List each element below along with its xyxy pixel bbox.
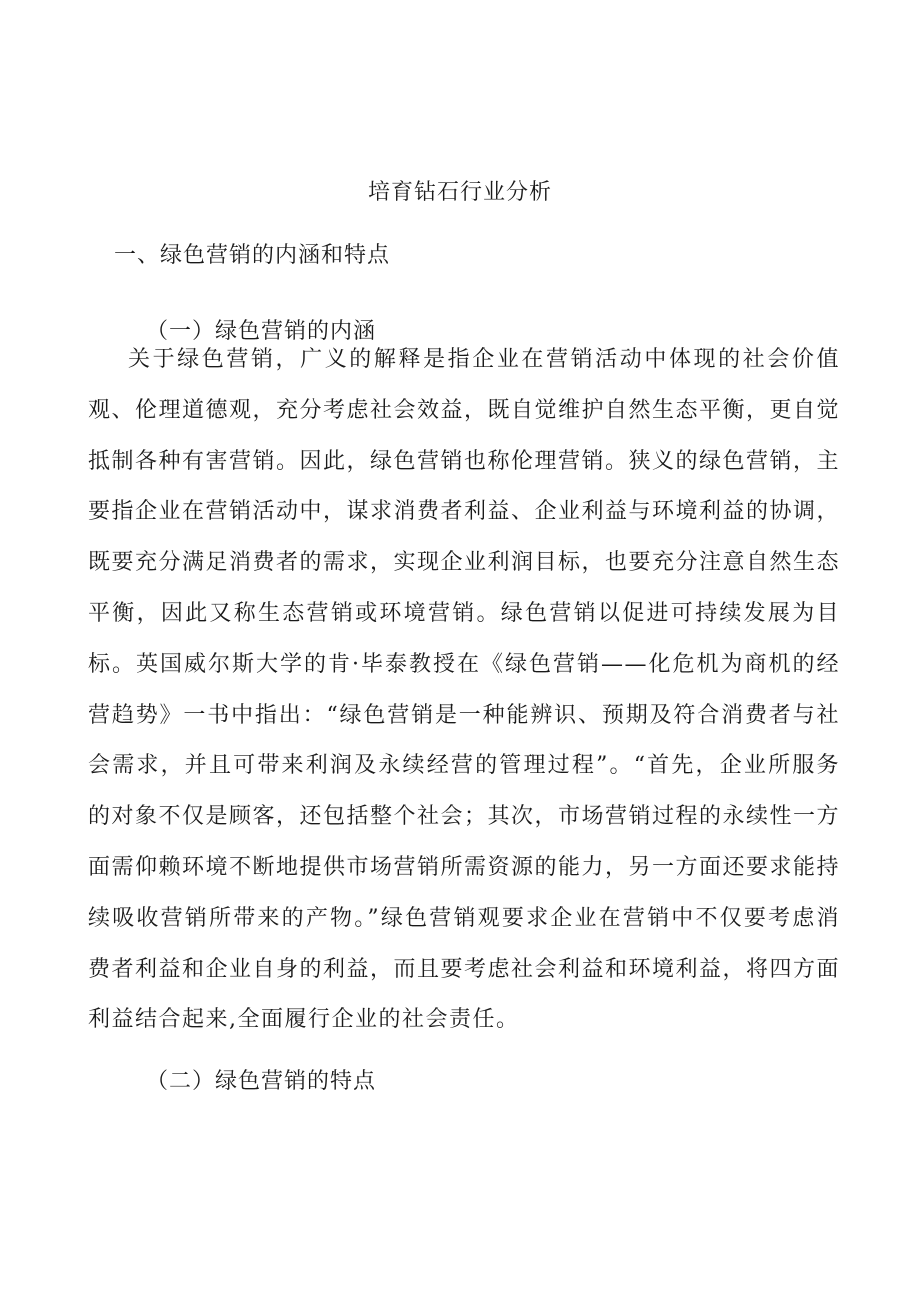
subsection-heading-features: （二）绿色营销的特点 bbox=[146, 1069, 377, 1094]
body-paragraph: 关于绿色营销，广义的解释是指企业在营销活动中体现的社会价值观、伦理道德观，充分考虑社会效益，既自觉维护自然生态平衡，更自觉抵制各种有害营销。因此，绿色营销也称伦理营销。狭义的绿色营销，主要指企业在营销活动中，谋求消费者利益、企业利益与环境利益的协调，既要充分满足消费者的需求，实现企业利润目标，也要充分注意自然生态平衡，因此又称生态营销或环境营销。绿色营销以促进可持续发展为目标。英国威尔斯大学的肯·毕泰教授在《绿色营销——化危机为商机的经营趋势》一书中指出：“绿色营销是一种能辨识、预期及符合消费者与社会需求，并且可带来利润及永续经营的管理过程”。“首先，企业所服务的对象不仅是顾客，还包括整个社会；其次，市场营销过程的永续性一方面需仰赖环境不断地提供市场营销所需资源的能力，另一方面还要求能持续吸收营销所带来的产物。”绿色营销观要求企业在营销中不仅要考虑消费者利益和企业自身的利益，而且要考虑社会利益和环境利益，将四方面利益结合起来,全面履行企业的社会责任。 bbox=[88, 347, 841, 1033]
section-heading: 一、绿色营销的内涵和特点 bbox=[114, 243, 391, 268]
document-title: 培育钻石行业分析 bbox=[367, 180, 552, 205]
subsection-heading-connotation: （一）绿色营销的内涵 bbox=[146, 319, 377, 344]
